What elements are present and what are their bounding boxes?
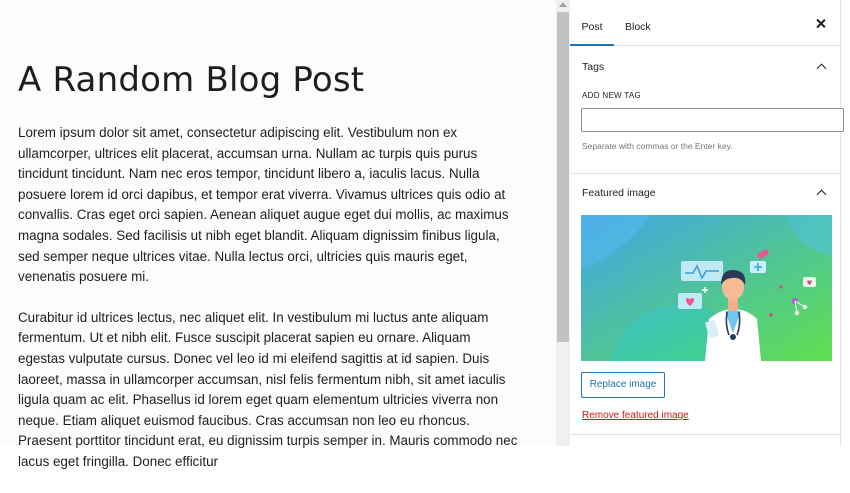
add-new-tag-label: ADD NEW TAG <box>582 91 642 100</box>
tab-block[interactable]: Block <box>625 21 651 33</box>
post-content[interactable] <box>18 123 518 493</box>
paragraph-block[interactable]: Lorem ipsum dolor sit amet, consectetur adipiscing elit. Vestibulum non ex ullamcorper, ultrices elit placerat, accumsan urna. Nullam ac turpis quis purus tincidunt tincidunt. Nam nec eros tempor, tincidunt libero a, iaculis lacus. Nulla posuere lorem id orci dapibus, et tempor erat viverra. Vivamus ultrices quis odio at convallis. Cras eget orci sapien. Aenean aliquet augue eget dui mollis, ac maximus magna sodales. Sed facilisis ut nibh eget blandit. Aliquam dignissim finibus ligula, sed semper neque ultrices vitae. Nulla lectus orci, ultricies quis mauris eget, venenatis posuere mi. <box>18 125 509 285</box>
featured-image-panel-header[interactable] <box>570 174 840 212</box>
tags-panel-title: Tags <box>582 61 605 73</box>
add-tag-input[interactable] <box>581 108 844 132</box>
tab-post[interactable]: Post <box>570 0 614 45</box>
scroll-up-arrow-icon[interactable] <box>559 2 567 7</box>
panel-divider <box>570 434 840 435</box>
featured-image-preview[interactable] <box>581 215 832 361</box>
close-icon[interactable] <box>814 17 828 31</box>
tags-panel-header[interactable] <box>570 48 840 86</box>
featured-image-panel-title: Featured image <box>582 187 656 199</box>
remove-featured-image-link[interactable]: Remove featured image <box>582 410 689 421</box>
editor-scrollbar[interactable] <box>556 0 570 446</box>
chevron-up-icon[interactable] <box>817 190 827 200</box>
paragraph-block[interactable]: Curabitur id ultrices lectus, nec aliquet elit. In vestibulum mi luctus ante aliquam fermentum. Ut et nibh elit. Fusce suscipit placerat sapien eu ornare. Aliquam egestas vulputate cursus. Donec vel leo id mi eleifend sagittis at id sapien. Duis laoreet, massa in ullamcorper accumsan, nisl felis fermentum nibh, sit amet iaculis ligula quam ac elit. Phasellus id lorem eget quam elementum ultricies viverra non neque. Etiam aliquet euismod faucibus. Cras accumsan non leo eu rhoncus. Praesent porttitor tincidunt erat, eu dignissim turpis semper in. Mauris commodo nec lacus eget fringilla. Donec efficitur <box>18 309 518 469</box>
chevron-up-icon[interactable] <box>817 64 827 74</box>
sidebar-tabs <box>570 0 840 46</box>
scrollbar-thumb[interactable] <box>557 12 569 342</box>
replace-image-button[interactable]: Replace image <box>581 372 665 398</box>
post-title[interactable]: A Random Blog Post <box>18 60 365 100</box>
settings-sidebar <box>570 0 841 446</box>
tags-help-text: Separate with commas or the Enter key. <box>582 141 733 151</box>
